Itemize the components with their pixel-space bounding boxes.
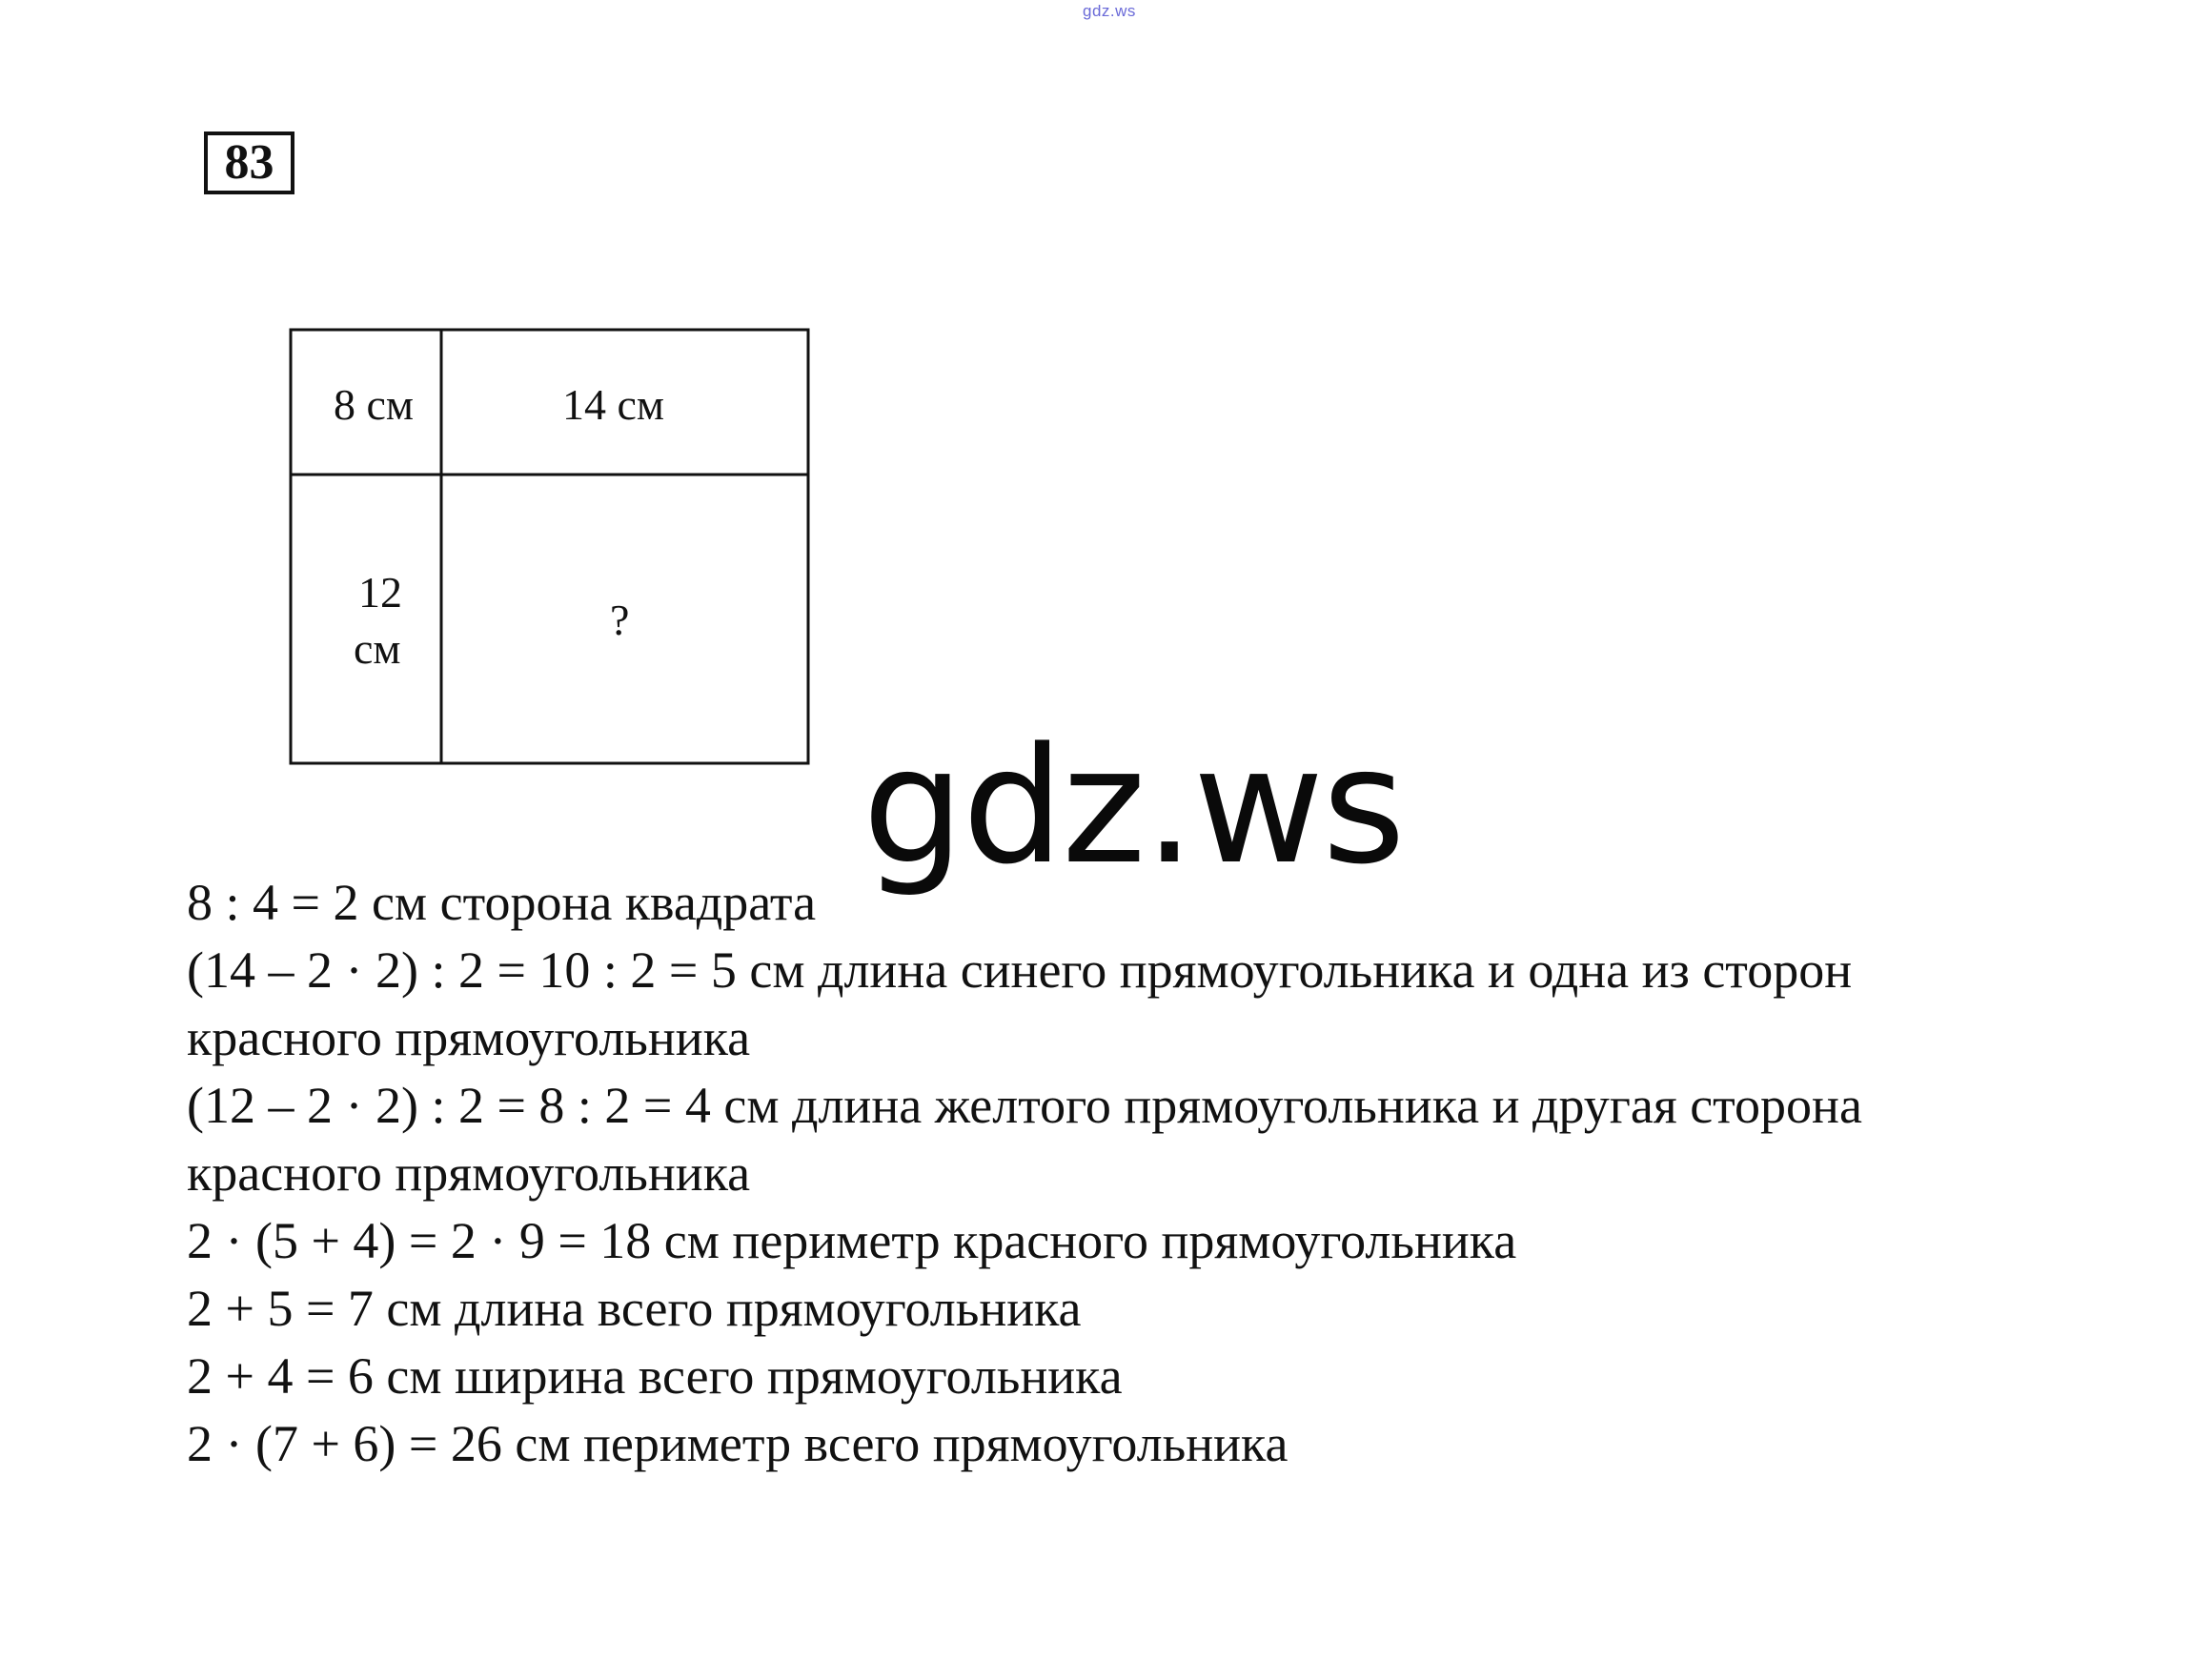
top-left-cell-label: 8 см: [334, 380, 415, 429]
solution-line: 2 · (5 + 4) = 2 · 9 = 18 см периметр красного прямоугольника: [187, 1212, 1517, 1269]
bottom-left-cell-label-line1: 12: [358, 568, 402, 617]
site-watermark-large: gdz.ws: [862, 713, 1404, 900]
solution-line: 8 : 4 = 2 см сторона квадрата: [187, 874, 817, 931]
solution-line: (14 – 2 · 2) : 2 = 10 : 2 = 5 см длина синего прямоугольника и одна из сторон: [187, 941, 1853, 999]
task-number: 83: [224, 135, 274, 190]
bottom-right-cell-label: ?: [610, 596, 630, 644]
solution-line: красного прямоугольника: [187, 1144, 751, 1202]
solution-line: 2 + 4 = 6 см ширина всего прямоугольника: [187, 1347, 1123, 1405]
solution-line: 2 + 5 = 7 см длина всего прямоугольника: [187, 1280, 1082, 1337]
solution-line: 2 · (7 + 6) = 26 см периметр всего прямоугольника: [187, 1415, 1289, 1472]
solution-line: (12 – 2 · 2) : 2 = 8 : 2 = 4 см длина желтого прямоугольника и другая сторона: [187, 1077, 1862, 1134]
top-right-cell-label: 14 см: [562, 380, 665, 429]
solution-line: красного прямоугольника: [187, 1009, 751, 1066]
solution-text: [187, 869, 2112, 1478]
site-watermark-small: gdz.ws: [1083, 2, 1136, 20]
task-number-box: [204, 132, 294, 194]
bottom-left-cell-label-line2: см: [354, 624, 401, 673]
